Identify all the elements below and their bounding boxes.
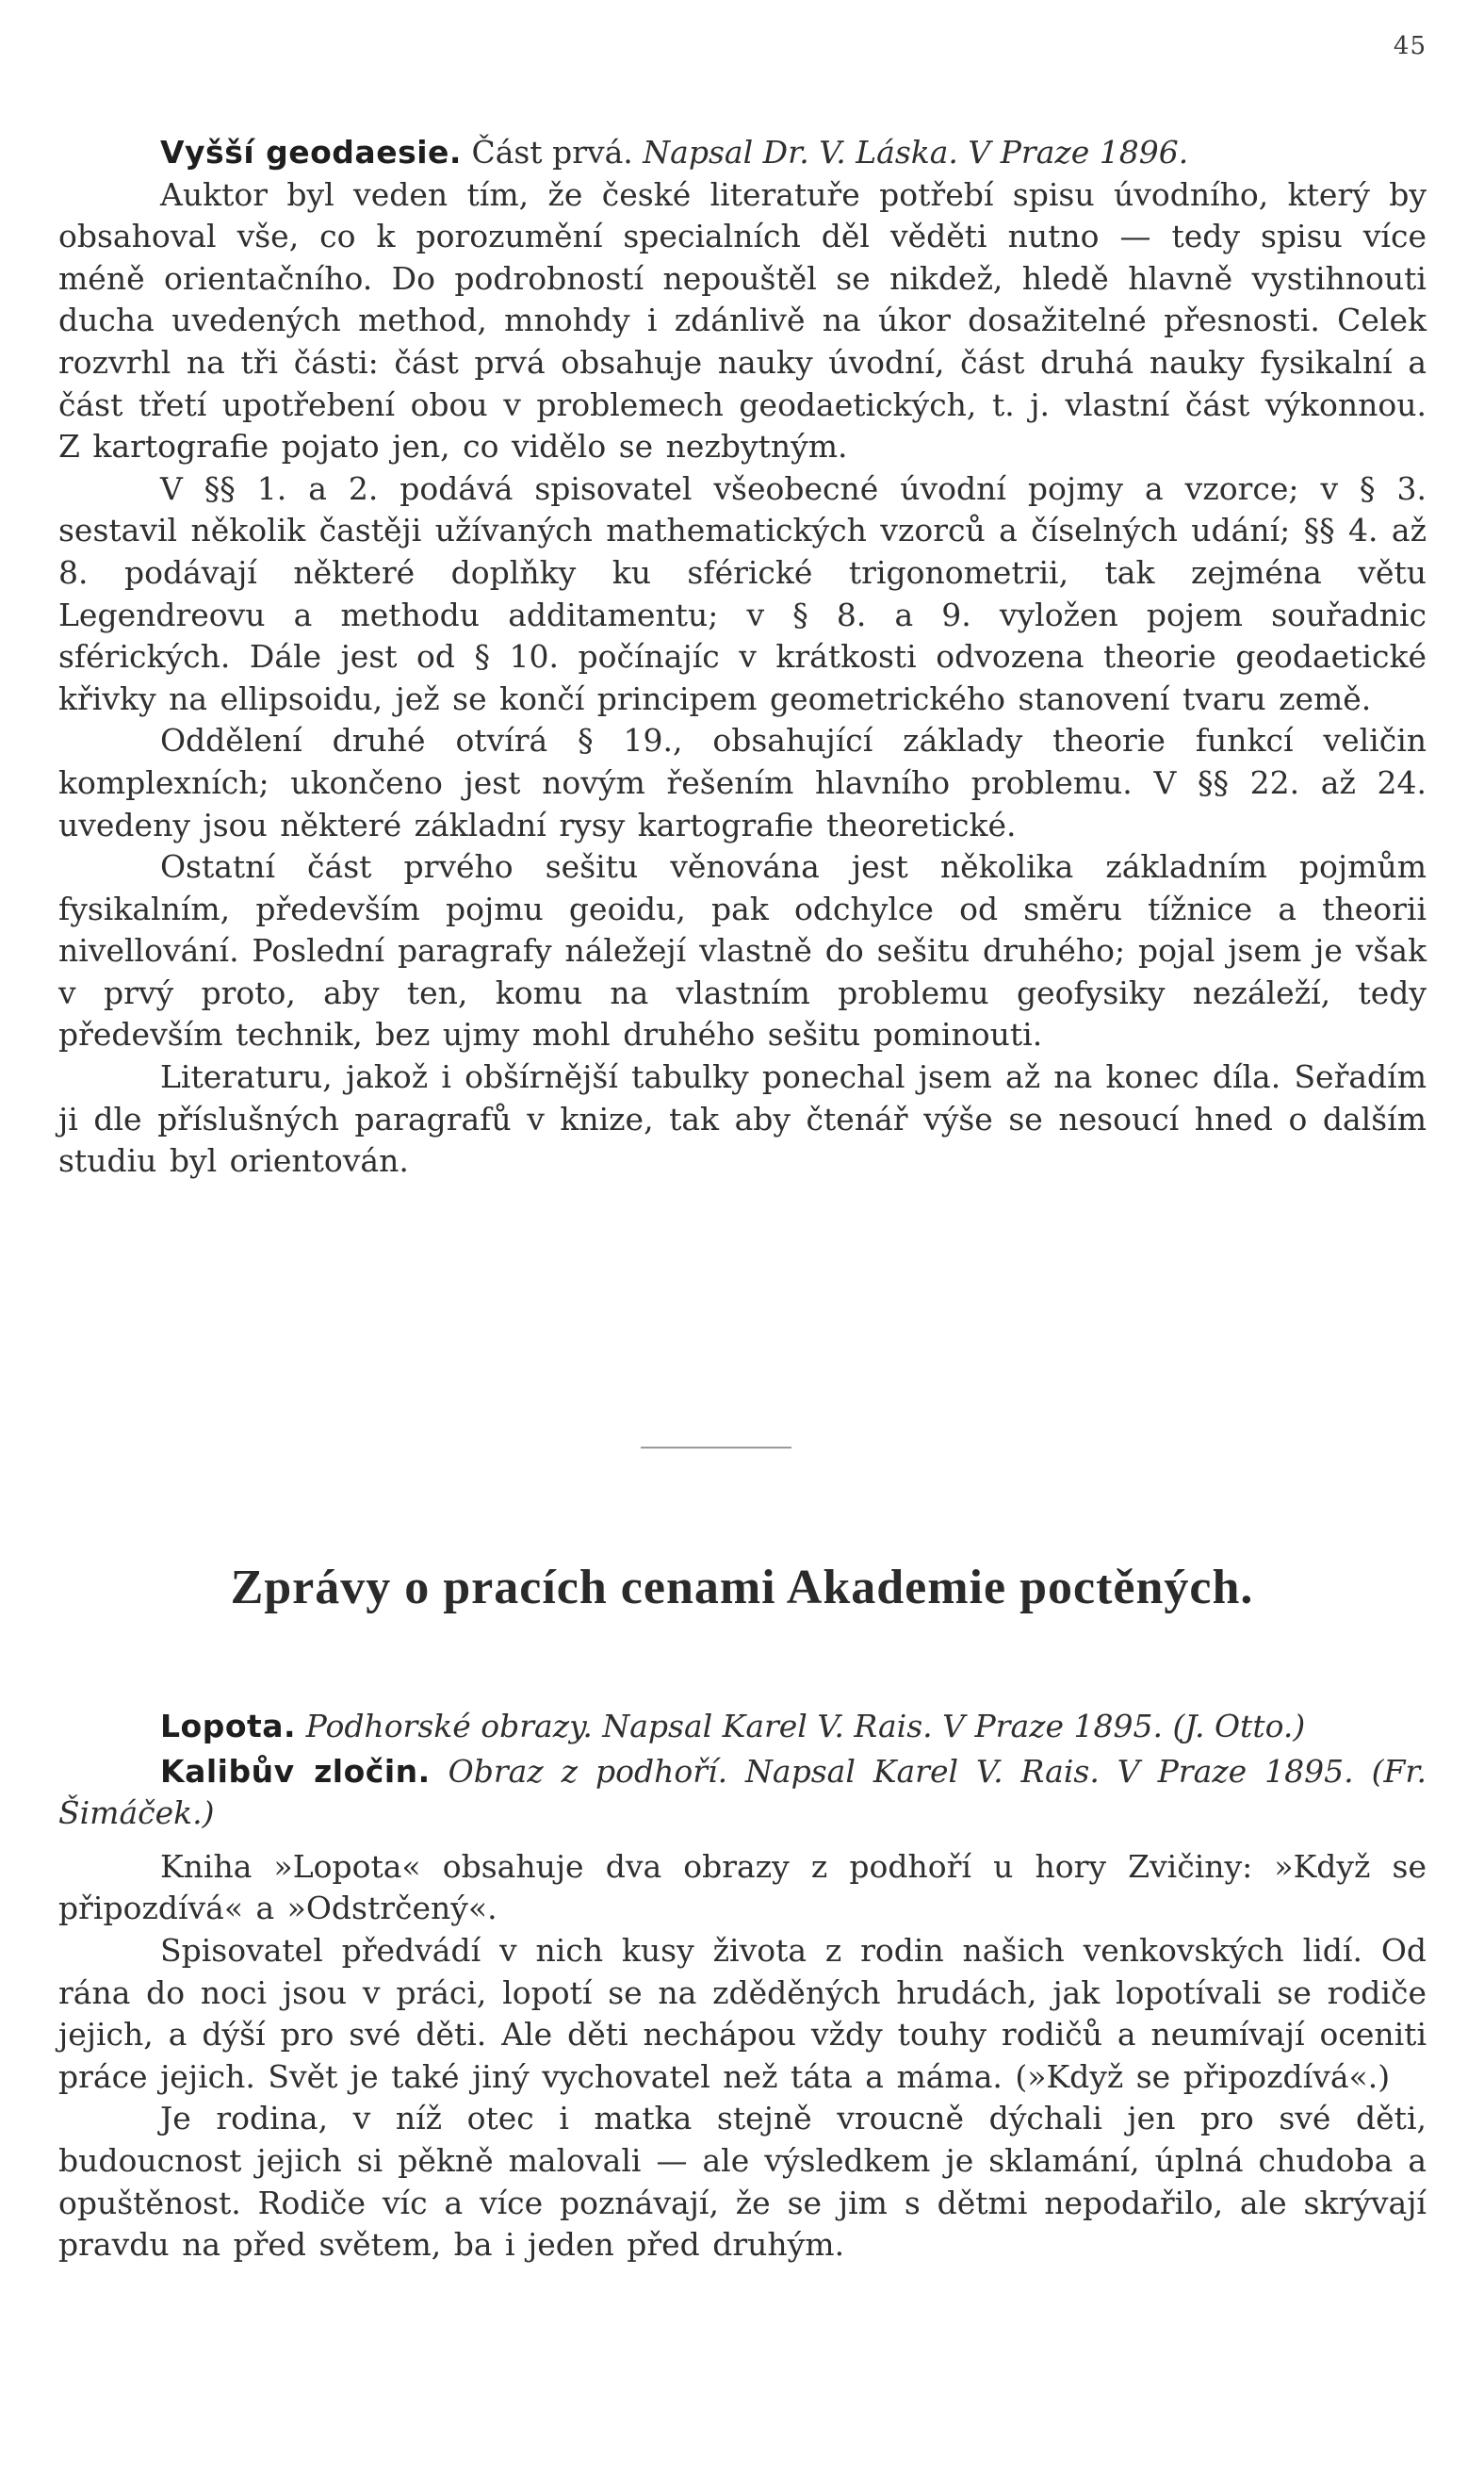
entry-title: Lopota. bbox=[160, 1708, 297, 1744]
page-number: 45 bbox=[1393, 32, 1427, 60]
paragraph: V §§ 1. a 2. podává spisovatel všeobecné úvodní pojmy a vzorce; v § 3. sestavil několik častěji užívaných mathematických vzorců a číselných udání; §§ 4. až 8. podávají některé doplňky ku sférické trigonometrii, tak zejména větu Legendreovu a methodu additamentu; v § 8. a 9. vyložen pojem souřadnic sférických. Dále jest od § 10. počínajíc v krátkosti odvozena theorie geodaetické křivky na ellipsoidu, jež se končí principem geometrického stanovení tvaru země. bbox=[58, 469, 1427, 717]
entry-citation: Podhorské obrazy. Napsal Karel V. Rais. V Praze 1895. (J. Otto.) bbox=[305, 1708, 1306, 1744]
prize-reports bbox=[58, 1706, 1427, 2267]
review-subtitle: Část prvá. bbox=[471, 134, 633, 171]
entry-citation: Obraz z podhoří. Napsal Karel V. Rais. V Praze 1895. (Fr. Šimáček.) bbox=[58, 1752, 1427, 1832]
section-divider bbox=[641, 1447, 791, 1449]
paragraph: Spisovatel předvádí v nich kusy života z rodin našich venkovských lidí. Od rána do noci jsou v práci, lopotí se na zděděných hrudách, jak lopotívali se rodiče jejich, a dýší pro své děti. Ale děti nechápou vždy touhy rodičů a neumívají oceniti práce jejich. Svět je také jiný vychovatel než táta a máma. (»Když se připozdívá«.) bbox=[58, 1931, 1427, 2095]
review-author-line: Napsal Dr. V. Láska. V Praze 1896. bbox=[643, 134, 1189, 171]
entry-heading bbox=[58, 1751, 1427, 1835]
paragraph: Literaturu, jakož i obšírnější tabulky ponechal jsem až na konec díla. Seřadím ji dle příslušných paragrafů v knize, tak aby čtenář výše se nesoucí hned o dalším studiu byl orientován. bbox=[58, 1058, 1427, 1180]
review-heading bbox=[58, 132, 1427, 174]
paragraph: Ostatní část prvého sešitu věnována jest několika základním pojmům fysikalním, především pojmu geoidu, pak odchylce od směru tížnice a theorii nivellování. Poslední paragrafy náležejí vlastně do sešitu druhého; pojal jsem je však v prvý proto, aby ten, komu na vlastním problemu geofysiky nezáleží, tedy především technik, bez ujmy mohl druhého sešitu pominouti. bbox=[58, 848, 1427, 1054]
paragraph: Kniha »Lopota« obsahuje dva obrazy z podhoří u hory Zvičiny: »Když se připozdívá« a »Odstrčený«. bbox=[58, 1847, 1427, 1927]
review-title: Vyšší geodaesie. bbox=[160, 134, 462, 171]
entry-title: Kalibův zločin. bbox=[160, 1752, 431, 1790]
review-vyssi-geodaesie bbox=[58, 132, 1427, 1183]
entry-heading bbox=[58, 1706, 1427, 1748]
paragraph: Auktor byl veden tím, že české literatuře potřebí spisu úvodního, který by obsahoval vše, co k porozumění specialních děl věděti nutno — tedy spisu více méně orientačního. Do podrobností nepouštěl se nikdež, hledě hlavně vystihnouti ducha uvedených method, mnohdy i zdánlivě na úkor dosažitelné přesnosti. Celek rozvrhl na tři části: část prvá obsahuje nauky úvodní, část druhá nauky fysikalní a část třetí upotřebení obou v problemech geodaetických, t. j. vlastní část výkonnou. Z kartografie pojato jen, co vidělo se nezbytným. bbox=[58, 175, 1427, 466]
paragraph: Je rodina, v níž otec i matka stejně vroucně dýchali jen pro své děti, budoucnost jejich si pěkně malovali — ale výsledkem je sklamání, úplná chudoba a opuštěnost. Rodiče víc a více poznávají, že se jim s dětmi nepodařilo, ale skrývají pravdu na před světem, ba i jeden před druhým. bbox=[58, 2100, 1427, 2264]
paragraph: Oddělení druhé otvírá § 19., obsahující základy theorie funkcí veličin komplexních; ukončeno jest novým řešením hlavního problemu. V §§ 22. až 24. uvedeny jsou některé základní rysy kartografie theoretické. bbox=[58, 722, 1427, 843]
section-title: Zprávy o pracích cenami Akademie poctěných. bbox=[230, 1561, 1254, 1614]
